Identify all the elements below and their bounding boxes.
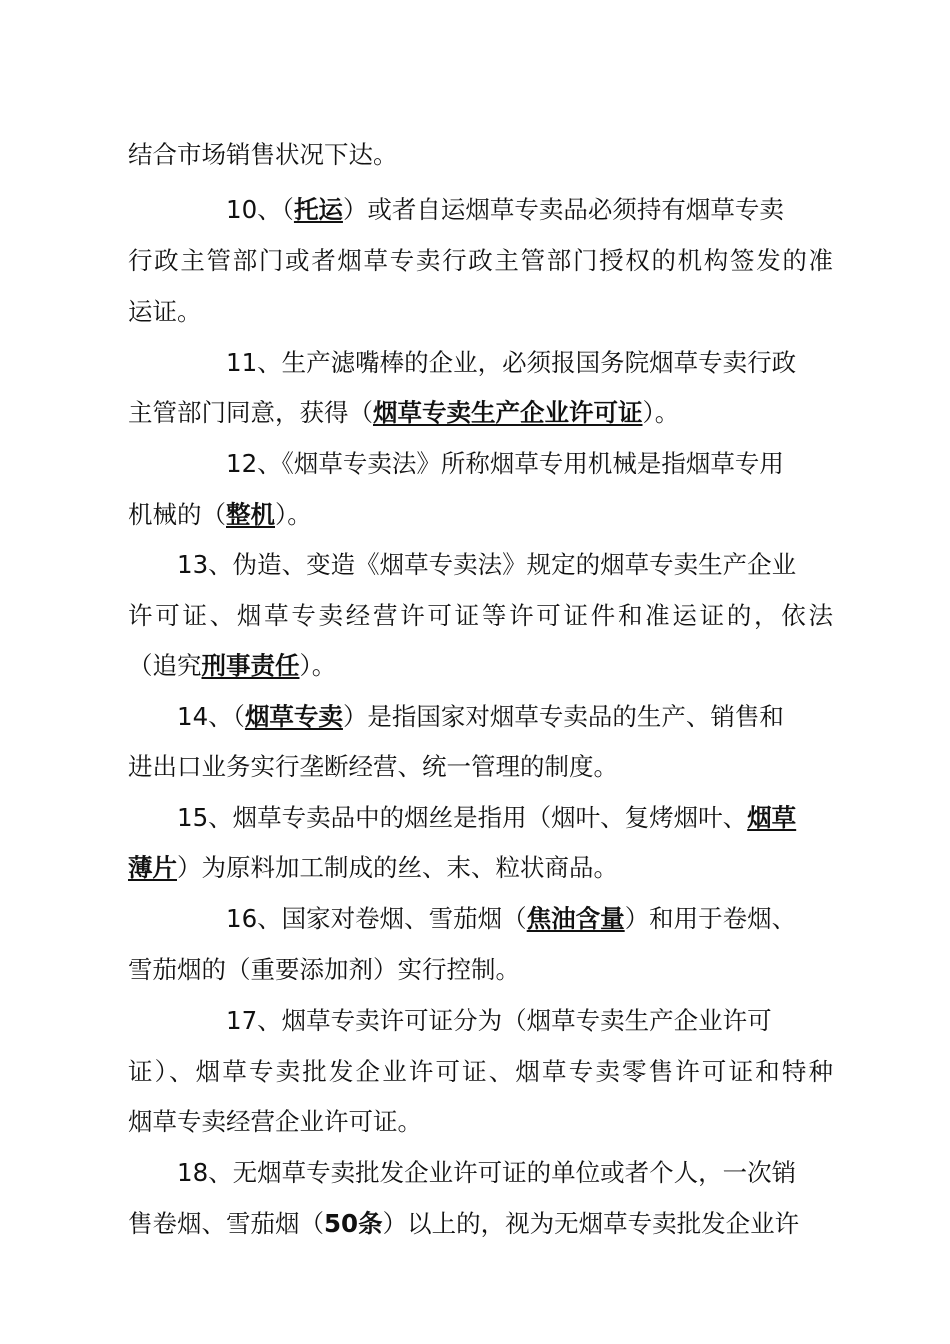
text-line [128,193,833,227]
text-line [128,1105,833,1139]
text-line [128,244,833,278]
line-text: 13、伪造、变造《烟草专卖法》规定的烟草专卖生产企业 [128,550,797,579]
answer-text: 薄片 [128,853,177,882]
line-text: 10、（ [128,195,294,224]
line-text: 12、《烟草专卖法》所称烟草专用机械是指烟草专用 [128,449,784,478]
line-text: ）为原料加工制成的丝、末、粒状商品。 [177,853,618,882]
line-text: 16、国家对卷烟、雪茄烟（ [128,904,527,933]
text-line [128,138,833,172]
answer-text: 50条 [324,1209,383,1238]
answer-text: 焦油含量 [526,904,625,933]
text-line [128,498,833,532]
line-text: ）是指国家对烟草专卖品的生产、销售和 [342,702,784,731]
text-line [128,447,833,481]
text-line [128,599,833,633]
line-text: ）。 [299,651,337,680]
text-line [128,1156,833,1190]
line-text: 14、（ [128,702,245,731]
text-line [128,295,833,329]
text-line [128,851,833,885]
line-text: ）和用于卷烟、 [624,904,797,933]
text-line [128,649,833,683]
answer-text: 烟草专卖生产企业许可证 [373,398,643,427]
text-line [128,346,833,380]
line-text: 进出口业务实行垄断经营、统一管理的制度。 [128,752,618,781]
answer-text: 托运 [293,195,343,224]
line-text: 11、生产滤嘴棒的企业，必须报国务院烟草专卖行政 [128,348,797,377]
line-text: 结合市场销售状况下达。 [128,140,398,169]
line-text: 雪茄烟的（重要添加剂）实行控制。 [128,955,520,984]
line-text: 运证。 [128,297,202,326]
line-text: 许可证、烟草专卖经营许可证等许可证件和准运证的，依法 [128,601,833,630]
line-text: 售卷烟、雪茄烟（ [128,1209,324,1238]
line-text: 18、无烟草专卖批发企业许可证的单位或者个人，一次销 [128,1158,797,1187]
text-line [128,801,833,835]
line-text: 主管部门同意，获得（ [128,398,373,427]
line-text: ）。 [275,500,312,529]
line-text: （追究 [128,651,202,680]
line-text: 机械的（ [128,500,226,529]
text-line [128,1004,833,1038]
line-text: 行政主管部门或者烟草专卖行政主管部门授权的机构签发的准 [128,246,833,275]
line-text: 17、烟草专卖许可证分为（烟草专卖生产企业许可 [128,1006,772,1035]
answer-text: 刑事责任 [201,651,300,680]
text-line [128,1055,833,1089]
line-text: ）以上的，视为无烟草专卖批发企业许 [382,1209,800,1238]
answer-text: 整机 [226,500,275,529]
text-line [128,396,833,430]
line-text: 15、烟草专卖品中的烟丝是指用（烟叶、复烤烟叶、 [128,803,748,832]
answer-text: 烟草专卖 [244,702,343,731]
text-line [128,1207,833,1241]
text-line [128,953,833,987]
line-text: 烟草专卖经营企业许可证。 [128,1107,422,1136]
text-line [128,548,833,582]
text-line [128,750,833,784]
line-text: ）。 [642,398,680,427]
text-line [128,902,833,936]
text-line [128,700,833,734]
answer-text: 烟草 [747,803,797,832]
line-text: ）或者自运烟草专卖品必须持有烟草专卖 [342,195,784,224]
line-text: 证）、烟草专卖批发企业许可证、烟草专卖零售许可证和特种 [128,1057,833,1086]
